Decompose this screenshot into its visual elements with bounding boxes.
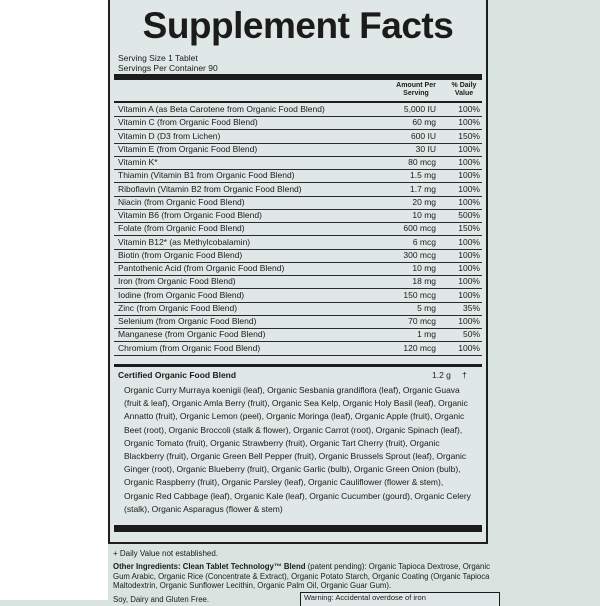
thick-divider (114, 74, 482, 80)
nutrient-daily-value: 100% (458, 157, 480, 167)
nutrient-name: Vitamin B6 (from Organic Food Blend) (118, 210, 262, 220)
serving-size: Serving Size 1 Tablet (118, 53, 198, 63)
nutrient-row (114, 302, 482, 316)
nutrient-daily-value: 35% (462, 302, 480, 313)
nutrient-name: Zinc (from Organic Food Blend) (118, 302, 238, 313)
nutrient-amount: 10 mg (412, 263, 436, 273)
nutrient-name: Selenium (from Organic Food Blend) (118, 316, 257, 326)
nutrient-daily-value: 100% (458, 183, 480, 194)
amount-header: Amount Per Serving (396, 82, 436, 97)
nutrient-daily-value: 100% (458, 196, 480, 207)
nutrient-row (114, 169, 482, 183)
nutrient-name: Vitamin E (from Organic Food Blend) (118, 143, 258, 154)
nutrient-name: Vitamin K* (118, 157, 158, 167)
nutrient-amount: 10 mg (412, 210, 436, 220)
nutrient-row (114, 262, 482, 276)
nutrient-amount: 120 mcg (403, 342, 436, 353)
nutrient-daily-value: 50% (462, 329, 480, 340)
page-margin (0, 0, 108, 600)
nutrient-daily-value: 500% (458, 210, 480, 220)
nutrient-row (114, 196, 482, 210)
other-ingredients (113, 562, 498, 591)
bottom-divider (114, 525, 482, 532)
nutrient-amount: 1.5 mg (410, 170, 436, 181)
nutrient-row (114, 236, 482, 250)
nutrient-daily-value: 100% (458, 143, 480, 154)
other-ingredients-label: Other Ingredients: Clean Tablet Technology™ Blend (113, 562, 306, 571)
nutrient-row (114, 183, 482, 197)
nutrient-daily-value: 150% (458, 130, 480, 141)
nutrient-name: Folate (from Organic Food Blend) (118, 223, 245, 234)
nutrient-row (114, 289, 482, 303)
nutrient-row (114, 249, 482, 263)
nutrient-amount: 20 mg (412, 196, 436, 207)
nutrient-amount: 5,000 IU (403, 104, 436, 114)
nutrient-amount: 600 IU (410, 130, 436, 141)
nutrient-name: Chromium (from Organic Food Blend) (118, 342, 261, 353)
nutrient-daily-value: 100% (458, 276, 480, 287)
nutrient-amount: 80 mcg (408, 157, 436, 167)
nutrient-amount: 150 mcg (403, 289, 436, 300)
nutrient-name: Thiamin (Vitamin B1 from Organic Food Blend) (118, 170, 295, 181)
blend-divider (114, 364, 482, 367)
nutrient-name: Biotin (from Organic Food Blend) (118, 249, 243, 260)
nutrient-daily-value: 100% (458, 263, 480, 273)
nutrient-daily-value: 100% (458, 289, 480, 300)
nutrient-row (114, 275, 482, 289)
blend-daily-value: † (462, 370, 467, 380)
nutrient-row (114, 143, 482, 157)
nutrient-amount: 18 mg (412, 276, 436, 287)
nutrient-amount: 300 mcg (403, 249, 436, 260)
nutrient-amount: 6 mcg (412, 236, 436, 247)
nutrient-amount: 600 mcg (403, 223, 436, 234)
blend-ingredients: Organic Curry Murraya koenigii (leaf), Organic Sesbania grandiflora (leaf), Organic Guava (fruit & leaf), Organic Amla Berry (fruit), Organic Sea Kelp, Organic Holy Basil (leaf), Organic Annatto (fruit), Organic Lemon (peel), Organic Moringa (leaf), Organic Apple (fruit), Organic Beet (root), Organic Broccoli (stalk & flower), Organic Carrot (root), Organic Spinach (leaf), Organic Tomato (fruit), Organic Strawberry (fruit), Organic Tart Cherry (fruit), Organic Blackberry (fruit), Organic Green Bell Pepper (fruit), Organic Brussels Sprout (leaf), Organic Ginger (root), Organic Blueberry (fruit), Organic Garlic (bulb), Organic Green Onion (bulb), Organic Raspberry (fruit), Organic Parsley (leaf), Organic Cauliflower (flower & stem), Organic Red Cabbage (leaf), Organic Kale (leaf), Organic Cucumber (gourd), Organic Celery (stalk), Organic Asparagus (flower & stem) (124, 385, 471, 514)
nutrient-amount: 1.7 mg (410, 183, 436, 194)
nutrient-daily-value: 100% (458, 342, 480, 353)
nutrient-daily-value: 150% (458, 223, 480, 234)
nutrient-name: Vitamin B12* (as Methylcobalamin) (118, 236, 251, 247)
nutrient-amount: 1 mg (417, 329, 436, 340)
panel-title: Supplement Facts (142, 5, 454, 46)
nutrient-name: Vitamin D (D3 from Lichen) (118, 130, 221, 141)
warning-box: Warning: Accidental overdose of iron (300, 592, 500, 606)
nutrient-name: Vitamin C (from Organic Food Blend) (118, 117, 258, 128)
nutrient-amount: 60 mg (412, 117, 436, 128)
nutrient-row (114, 156, 482, 170)
nutrient-daily-value: 100% (458, 316, 480, 326)
nutrient-daily-value: 100% (458, 104, 480, 114)
nutrient-row (114, 103, 482, 117)
nutrient-row (114, 209, 482, 223)
nutrient-name: Vitamin A (as Beta Carotene from Organic Food Blend) (118, 104, 325, 114)
nutrient-row (114, 342, 482, 356)
nutrient-row (114, 315, 482, 329)
nutrient-amount: 30 IU (415, 143, 436, 154)
nutrient-daily-value: 100% (458, 236, 480, 247)
allergen-statement: Soy, Dairy and Gluten Free. (113, 595, 210, 604)
nutrient-name: Pantothenic Acid (from Organic Food Blend) (118, 263, 285, 273)
nutrient-name: Manganese (from Organic Food Blend) (118, 329, 266, 340)
blend-amount: 1.2 g (432, 370, 451, 380)
nutrient-row (114, 222, 482, 236)
other-ingredients-text: (patent pending): Organic Tapioca Dextrose, Organic Gum Arabic, Organic Rice (Concentrate & Extract), Organic Potato Starch, Organic Coating (Organic Tapioca Maltodextrin, Organic Sunflower Lecithin, Organic Palm Oil, Organic Guar Gum). (113, 562, 490, 591)
serving-info (118, 53, 218, 73)
nutrient-amount: 5 mg (417, 302, 436, 313)
nutrient-name: Riboflavin (Vitamin B2 from Organic Food Blend) (118, 183, 302, 194)
nutrient-daily-value: 100% (458, 249, 480, 260)
nutrient-amount: 70 mcg (408, 316, 436, 326)
nutrient-row (114, 328, 482, 342)
daily-value-header: % Daily Value (451, 82, 477, 97)
nutrient-row (114, 130, 482, 144)
nutrient-name: Iron (from Organic Food Blend) (118, 276, 236, 287)
supplement-facts-panel (108, 0, 488, 544)
nutrient-name: Niacin (from Organic Food Blend) (118, 196, 245, 207)
blend-title: Certified Organic Food Blend (118, 370, 237, 380)
nutrient-daily-value: 100% (458, 117, 480, 128)
nutrient-name: Iodine (from Organic Food Blend) (118, 289, 245, 300)
nutrient-daily-value: 100% (458, 170, 480, 181)
servings-per-container: Servings Per Container 90 (118, 63, 218, 73)
nutrient-row (114, 116, 482, 130)
daily-value-footnote: + Daily Value not established. (113, 549, 219, 558)
